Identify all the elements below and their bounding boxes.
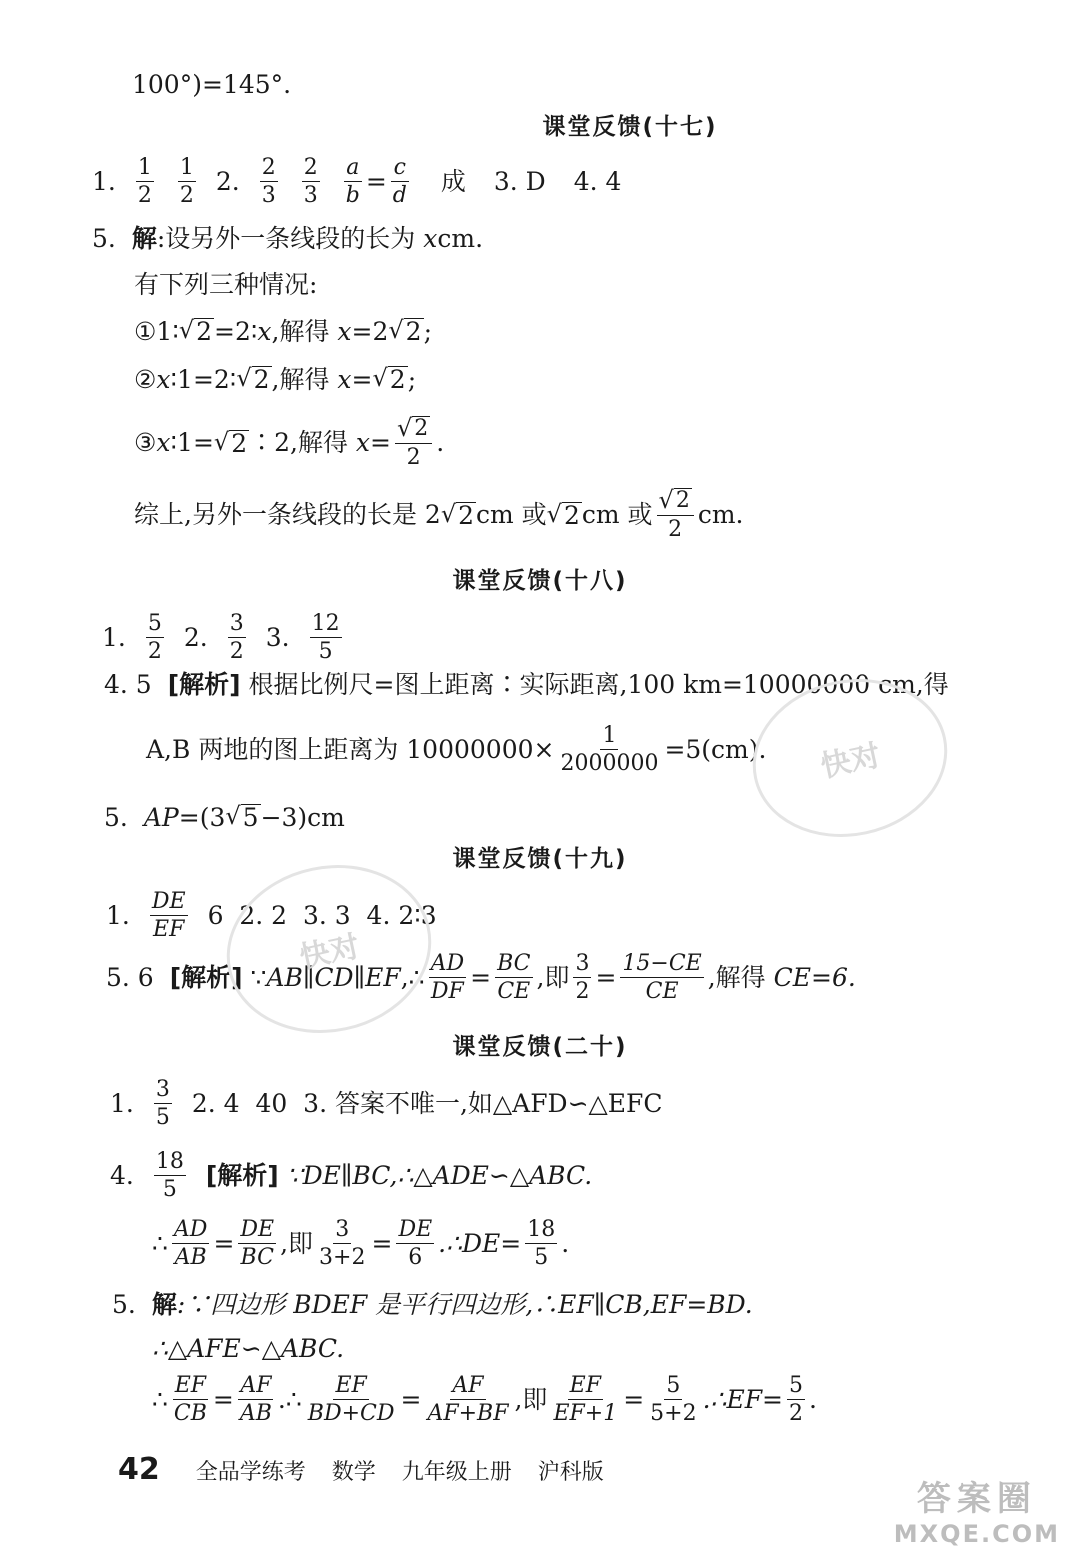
s17-summary: 综上,另外一条线段的长是 2 √ 2 cm 或 √ 2 cm 或 √ 2 2 cm. [134, 486, 744, 543]
fraction: $\frac{1}{2}$ [137, 155, 152, 209]
watermark-brand: 答案圈 MXQE.COM [893, 1479, 1060, 1548]
grade: 九年级上册 [401, 1460, 512, 1485]
watermark-stamp: 快对 [738, 661, 962, 854]
s20-q4-line2: ∴ $\frac{AD}{AB}$ = $\frac{DE}{BC}$ ,即 $\frac{3}{3+2}$ = $\frac{DE}{6}$ .∴DE= $\frac{18}{5}$ . [152, 1217, 570, 1271]
s20-q5-line3: ∴ $\frac{EF}{CB}$ = $\frac{AF}{AB}$ .∴ $\frac{EF}{BD+CD}$ = $\frac{AF}{AF+BF}$ ,即 $\frac{EF}{EF+1}$ = $\frac{5}{5+2}$ .∴EF= $\frac{5}{2}$ . [152, 1373, 817, 1427]
section-title-19: 课堂反馈(十九) [452, 846, 628, 872]
fraction: $\frac{2}{3}$ [261, 155, 276, 209]
edition: 沪科版 [537, 1460, 604, 1485]
s17-q1-line: 1. $\frac{1}{2}$ $\frac{1}{2}$ 2. $\frac{2}{3}$ $\frac{2}{3}$ $\frac{a}{b}$ = $\frac{c}{d}$ 成 3. D 4. 4 [92, 155, 622, 209]
s18-q5-line: 5. AP =(3 √ 5 −3)cm [104, 802, 345, 832]
page-number: 42 [118, 1452, 160, 1487]
s19-q5-line: 5. 6 [解析] ∵ AB∥CD∥EF ,∴ $\frac{AD}{DF}$ = $\frac{BC}{CE}$ ,即 $\frac{3}{2}$ = $\frac{15-CE}{CE}$ ,解得 CE=6. [106, 951, 856, 1005]
s18-q4-line2: A,B 两地的图上距离为 10000000× $\frac{1}{2000000}$ =5(cm). [146, 723, 767, 777]
s17-case2: ② x ∶1=2∶ √ 2 ,解得 x = √ 2 ; [134, 364, 417, 394]
s17-cases-line: 有下列三种情况: [134, 270, 318, 299]
section-title-17: 课堂反馈(十七) [542, 114, 718, 140]
s18-q4-line: 4. 5 [解析] 根据比例尺=图上距离∶实际距离,100 km=10000000 cm,得 [104, 670, 949, 699]
fraction: $\frac{2}{3}$ [303, 155, 318, 209]
watermark-stamp: 快对 [211, 846, 447, 1051]
s20-q1-line: 1. $\frac{3}{5}$ 2. 4 40 3. 答案不唯一,如△AFD∽△EFC [110, 1077, 663, 1131]
continuation-line: 100°)=145°. [132, 70, 292, 99]
fraction: $\frac{1}{2}$ [179, 155, 194, 209]
s20-q5-line2: ∴△AFE∽△ABC. [152, 1334, 345, 1363]
section-title-18: 课堂反馈(十八) [452, 568, 628, 594]
s20-q5-line: 5. 解 :∵四边形 BDEF 是平行四边形,∴EF∥CB,EF=BD. [112, 1290, 753, 1319]
footer [118, 1452, 604, 1487]
s17-case1: ①1∶ √ 2 =2∶ x ,解得 x =2 √ 2 ; [134, 316, 433, 346]
s18-q1-line: 1. $\frac{5}{2}$ 2. $\frac{3}{2}$ 3. $\frac{12}{5}$ [102, 611, 340, 665]
book-title: 全品学练考 [195, 1460, 306, 1485]
s20-q4-line: 4. $\frac{18}{5}$ [解析] ∵DE∥BC,∴△ADE∽△ABC. [110, 1149, 593, 1203]
subject: 数学 [331, 1460, 376, 1485]
s19-q1-line: 1. $\frac{DE}{EF}$ 6 2. 2 3. 3 4. 2∶3 [106, 889, 437, 943]
s17-case3: ③ x ∶1= √ 2 ∶2,解得 x = √ 2 2 . [134, 414, 445, 471]
s17-q5-line: 5. 解 :设另外一条线段的长为 x cm. [92, 224, 484, 253]
section-title-20: 课堂反馈(二十) [452, 1034, 628, 1060]
